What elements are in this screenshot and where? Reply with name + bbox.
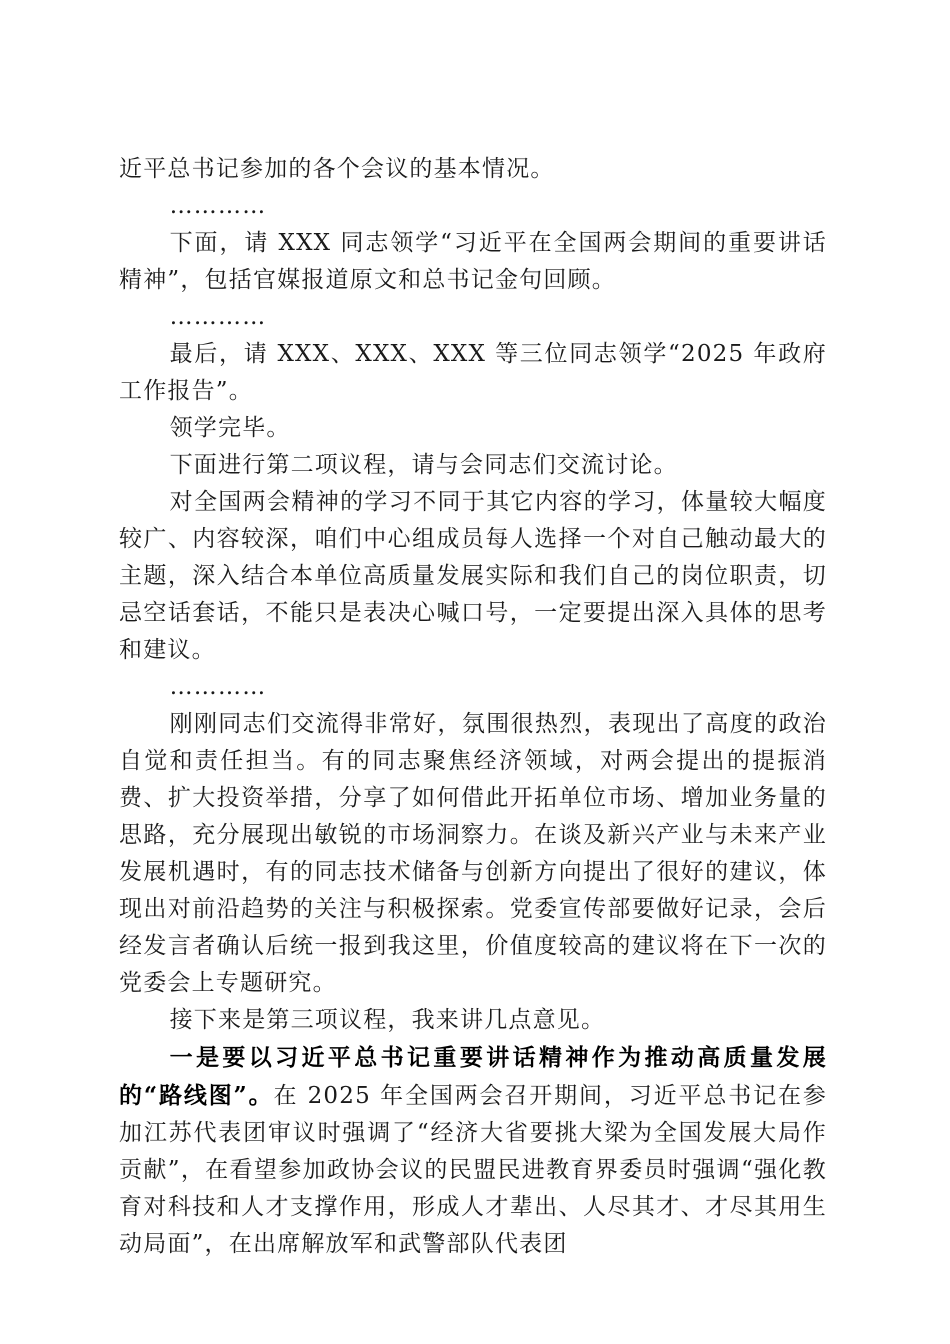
paragraph-discussion-summary: 刚刚同志们交流得非常好，氛围很热烈，表现出了高度的政治自觉和责任担当。有的同志聚焦经济领域，对两会提出的提振消费、扩大投资举措，分享了如何借此开拓单位市场、增加业务量的思路，充分展现出敏锐的市场洞察力。在谈及新兴产业与未来产业发展机遇时，有的同志技术储备与创新方向提出了很好的建议，体现出对前沿趋势的关注与积极探索。党委宣传部要做好记录，会后经发言者确认后统一报到我这里，价值度较高的建议将在下一次的党委会上专题研究。: [119, 711, 827, 996]
ellipsis-line: …………: [169, 304, 267, 330]
paragraph-third-agenda: 接下来是第三项议程，我来讲几点意见。: [169, 1007, 606, 1033]
paragraph-work-report-study: 最后，请 XXX、XXX、XXX 等三位同志领学“2025 年政府工作报告”。: [119, 341, 827, 404]
paragraph-speech-study: 下面，请 XXX 同志领学“习近平在全国两会期间的重要讲话精神”，包括官媒报道原文和总书记金句回顾。: [119, 230, 827, 293]
point-one-body: 在 2025 年全国两会召开期间，习近平总书记在参加江苏代表团审议时强调了“经济大省要挑大梁为全国发展大局作贡献”，在看望参加政协会议的民盟民进教育界委员时强调“强化教育对科技和人才支撑作用，形成人才辈出、人尽其才、才尽其用生动局面”，在出席解放军和武警部队代表团: [119, 1083, 828, 1257]
document-body: [119, 151, 827, 1263]
paragraph-discussion-instructions: 对全国两会精神的学习不同于其它内容的学习，体量较大幅度较广、内容较深，咱们中心组成员每人选择一个对自己触动最大的主题，深入结合本单位高质量发展实际和我们自己的岗位职责，切忌空话套话，不能只是表决心喊口号，一定要提出深入具体的思考和建议。: [119, 489, 827, 663]
paragraph-second-agenda: 下面进行第二项议程，请与会同志们交流讨论。: [169, 452, 678, 478]
paragraph-point-one: [119, 1039, 827, 1263]
ellipsis-line: …………: [169, 193, 267, 219]
paragraph-meeting-overview: 近平总书记参加的各个会议的基本情况。: [119, 156, 555, 182]
point-one-heading: 一是要以习近平总书记重要讲话精神作为推动高质量发展的“路线图”。: [119, 1044, 827, 1109]
paragraph-study-complete: 领学完毕。: [169, 415, 291, 441]
ellipsis-line: …………: [169, 674, 267, 700]
